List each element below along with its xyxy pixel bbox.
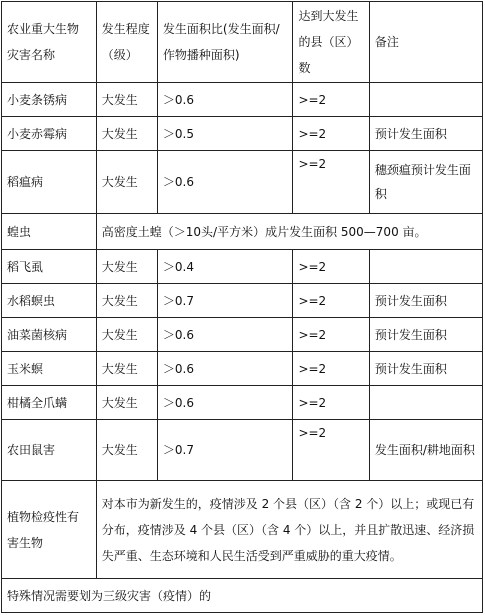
pest-note: 穗颈瘟预计发生面积 [369, 151, 482, 214]
pest-counties: >=2 [293, 250, 369, 284]
pest-ratio: ＞0.6 [157, 386, 293, 420]
pest-counties: >=2 [293, 386, 369, 420]
pest-ratio: ＞0.6 [157, 352, 293, 386]
pest-level: 大发生 [96, 352, 157, 386]
pest-counties: >=2 [293, 117, 369, 151]
header-row [2, 2, 483, 83]
pest-ratio: ＞0.6 [157, 151, 293, 214]
header-ratio: 发生面积比(发生面积/作物播种面积) [157, 2, 293, 83]
pest-note: 预计发生面积 [369, 352, 482, 386]
pest-level: 大发生 [96, 250, 157, 284]
pest-merged-criteria: 高密度土蝗（＞10头/平方米）成片发生面积 500—700 亩。 [96, 214, 482, 250]
pest-note [369, 250, 482, 284]
pest-level: 大发生 [96, 117, 157, 151]
table-row [2, 250, 483, 284]
header-level: 发生程度（级） [96, 2, 157, 83]
pest-counties: >=2 [293, 352, 369, 386]
pest-ratio: ＞0.6 [157, 83, 293, 117]
pest-note: 预计发生面积 [369, 318, 482, 352]
table-row [2, 420, 483, 481]
pest-counties: >=2 [293, 151, 369, 214]
pest-ratio: ＞0.7 [157, 420, 293, 481]
pest-ratio: ＞0.5 [157, 117, 293, 151]
pest-name: 玉米螟 [2, 352, 97, 386]
pest-note [369, 386, 482, 420]
pest-counties: >=2 [293, 318, 369, 352]
pest-note: 预计发生面积 [369, 284, 482, 318]
table-row [2, 83, 483, 117]
pest-level: 大发生 [96, 420, 157, 481]
pest-name: 水稻螟虫 [2, 284, 97, 318]
pest-name: 稻飞虱 [2, 250, 97, 284]
pest-name: 小麦赤霉病 [2, 117, 97, 151]
pest-name: 稻瘟病 [2, 151, 97, 214]
pest-level: 大发生 [96, 318, 157, 352]
table-row [2, 352, 483, 386]
pest-name: 农田鼠害 [2, 420, 97, 481]
table-row [2, 284, 483, 318]
table-row [2, 151, 483, 214]
header-counties: 达到大发生的县（区）数 [293, 2, 369, 83]
pest-counties: >=2 [293, 420, 369, 481]
pest-level: 大发生 [96, 386, 157, 420]
pest-level: 大发生 [96, 151, 157, 214]
table-row [2, 386, 483, 420]
pest-name: 油菜菌核病 [2, 318, 97, 352]
pest-note: 发生面积/耕地面积 [369, 420, 482, 481]
pest-counties: >=2 [293, 83, 369, 117]
table-row [2, 214, 483, 250]
pest-level: 大发生 [96, 83, 157, 117]
header-note: 备注 [369, 2, 482, 83]
pest-name: 植物检疫性有害生物 [2, 481, 97, 579]
table-row [2, 117, 483, 151]
pest-note: 预计发生面积 [369, 117, 482, 151]
pest-name: 柑橘全爪螨 [2, 386, 97, 420]
footer-row [2, 579, 483, 613]
pest-ratio: ＞0.6 [157, 318, 293, 352]
pest-name: 蝗虫 [2, 214, 97, 250]
pest-ratio: ＞0.4 [157, 250, 293, 284]
disaster-criteria-table [1, 1, 483, 613]
table-row [2, 318, 483, 352]
header-name: 农业重大生物灾害名称 [2, 2, 97, 83]
pest-level: 大发生 [96, 284, 157, 318]
table-row [2, 481, 483, 579]
pest-name: 小麦条锈病 [2, 83, 97, 117]
footer-note: 特殊情况需要划为三级灾害（疫情）的 [2, 579, 483, 613]
pest-note [369, 83, 482, 117]
pest-merged-criteria: 对本市为新发生的，疫情涉及 2 个县（区）（含 2 个）以上；或现已有分布，疫情涉及 4 个县（区）（含 4 个）以上，并且扩散迅速、经济损失严重、生态环境和人民生活受到严重威胁的重大疫情。 [96, 481, 482, 579]
pest-counties: >=2 [293, 284, 369, 318]
pest-ratio: ＞0.7 [157, 284, 293, 318]
